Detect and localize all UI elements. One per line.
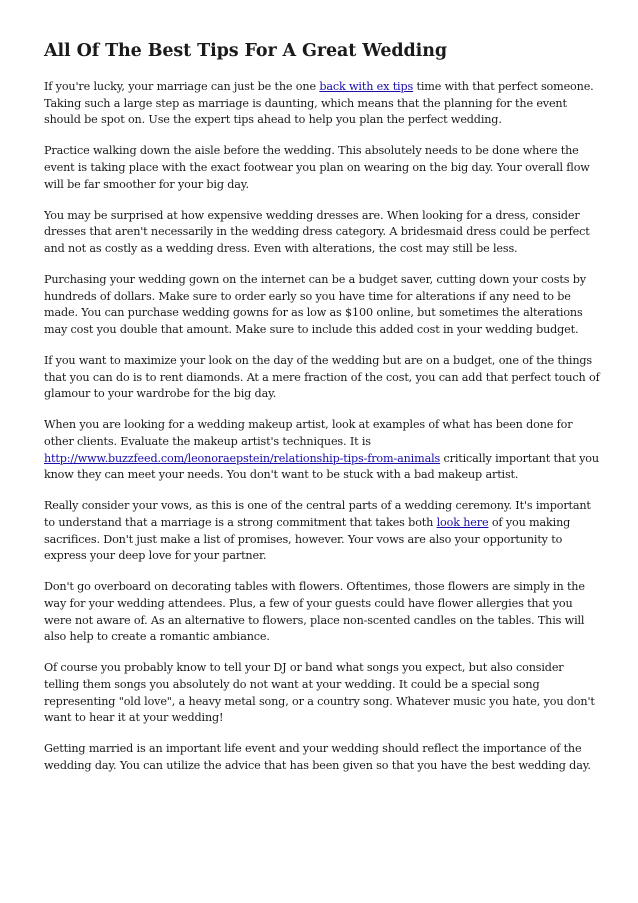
document-page xyxy=(44,40,600,789)
paragraph xyxy=(44,579,600,645)
document-body xyxy=(44,79,600,775)
inline-link[interactable]: http://www.buzzfeed.com/leonoraepstein/relationship-tips-from-animals xyxy=(44,451,441,465)
paragraph xyxy=(44,417,600,483)
paragraph xyxy=(44,660,600,726)
document-title: All Of The Best Tips For A Great Wedding xyxy=(44,41,447,61)
paragraph xyxy=(44,79,600,129)
paragraph-text: Practice walking down the aisle before the wedding. This absolutely needs to be done where the event is taking place with the exact footwear you plan on wearing on the big day. Your overall flow will be far smoother for your big day. xyxy=(44,144,590,191)
paragraph-text: If you're lucky, your marriage can just be the one xyxy=(44,80,320,93)
paragraph-text: When you are looking for a wedding makeup artist, look at examples of what has been done for other clients. Evaluate the makeup artist's techniques. It is xyxy=(44,418,573,449)
paragraph xyxy=(44,741,600,774)
paragraph-text: You may be surprised at how expensive wedding dresses are. When looking for a dress, consider dresses that aren't necessarily in the wedding dress category. A bridesmaid dress could be perfect and not as costly as a wedding dress. Even with alterations, the cost may still be less. xyxy=(44,208,590,255)
paragraph-text: Purchasing your wedding gown on the internet can be a budget saver, cutting down your costs by hundreds of dollars. Make sure to order early so you have time for alterations if any need to be made. You can purchase wedding gowns for as low as $100 online, but sometimes the alterations may cost you double that amount. Make sure to include this added cost in your wedding budget. xyxy=(44,273,586,336)
paragraph-text: Of course you probably know to tell your DJ or band what songs you expect, but also consider telling them songs you absolutely do not want at your wedding. It could be a special song representing "old love", a heavy metal song, or a country song. Whatever music you hate, you don't want to hear it at your wedding! xyxy=(44,661,595,725)
inline-link[interactable]: back with ex tips xyxy=(319,80,414,93)
paragraph xyxy=(44,143,600,193)
paragraph xyxy=(44,498,600,564)
inline-link[interactable]: look here xyxy=(436,516,489,530)
paragraph-text: Don't go overboard on decorating tables with flowers. Oftentimes, those flowers are simply in the way for your wedding attendees. Plus, a few of your guests could have flower allergies that you were not aware of. As an alternative to flowers, place non-scented candles on the tables. This will also help to create a romantic ambiance. xyxy=(44,580,585,644)
paragraph-text: If you want to maximize your look on the day of the wedding but are on a budget, one of the things that you can do is to rent diamonds. At a mere fraction of the cost, you can add that perfect touch of glamour to your wardrobe for the big day. xyxy=(44,354,600,401)
paragraph-text: of you making sacrifices. Don't just make a list of promises, however. Your vows are also your opportunity to express your deep love for your partner. xyxy=(44,516,571,563)
paragraph-text: critically important that you know they can meet your needs. You don't want to be stuck with a bad makeup artist. xyxy=(44,451,599,482)
paragraph xyxy=(44,353,600,403)
paragraph-text: time with that perfect someone. Taking such a large step as marriage is daunting, which means that the planning for the event should be spot on. Use the expert tips ahead to help you plan the perfect wedding. xyxy=(44,80,594,127)
paragraph-text: Getting married is an important life event and your wedding should reflect the importance of the wedding day. You can utilize the advice that has been given so that you have the best wedding day. xyxy=(44,742,591,772)
paragraph-text: Really consider your vows, as this is one of the central parts of a wedding ceremony. It's important to understand that a marriage is a strong commitment that takes both xyxy=(44,499,591,530)
paragraph xyxy=(44,208,600,258)
paragraph xyxy=(44,272,600,338)
